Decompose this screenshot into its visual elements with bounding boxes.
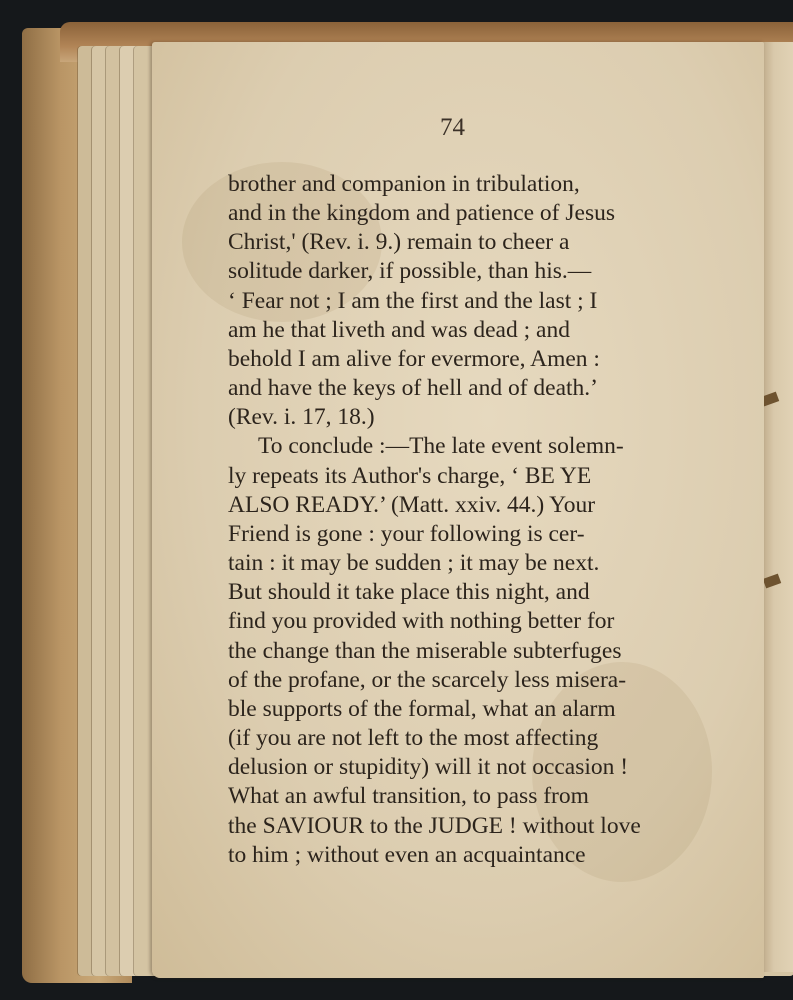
text-line: the SAVIOUR to the JUDGE ! without love [228,813,641,839]
text-line: am he that liveth and was dead ; and [228,317,570,343]
text-line: (Rev. i. 17, 18.) [228,404,375,430]
text-line: Friend is gone : your following is cer- [228,521,585,547]
text-line: behold I am alive for evermore, Amen : [228,346,600,372]
text-line: Christ,' (Rev. i. 9.) remain to cheer a [228,229,570,255]
page-tear [763,574,781,589]
text-line: delusion or stupidity) will it not occasion ! [228,754,629,780]
text-line: What an awful transition, to pass from [228,783,589,809]
text-line: ble supports of the formal, what an alarm [228,696,616,722]
text-line: to him ; without even an acquaintance [228,842,586,868]
text-line: the change than the miserable subterfuges [228,638,622,664]
text-line: ly repeats its Author's charge, ‘ BE YE [228,463,592,489]
text-line: and have the keys of hell and of death.’ [228,375,598,401]
text-line: ‘ Fear not ; I am the first and the last ; I [228,288,598,314]
text-line: To conclude :—The late event solemn- [258,433,624,459]
text-line: find you provided with nothing better for [228,608,615,634]
page-number: 74 [440,114,465,141]
text-line: solitude darker, if possible, than his.— [228,258,592,284]
text-line: and in the kingdom and patience of Jesus [228,200,616,226]
text-line: tain : it may be sudden ; it may be next. [228,550,600,576]
text-line: ALSO READY.’ (Matt. xxiv. 44.) Your [228,492,596,518]
text-line: brother and companion in tribulation, [228,171,580,197]
text-line: But should it take place this night, and [228,579,590,605]
book-page [152,42,764,978]
text-line: of the profane, or the scarcely less misera- [228,667,627,693]
text-line: (if you are not left to the most affecting [228,725,599,751]
